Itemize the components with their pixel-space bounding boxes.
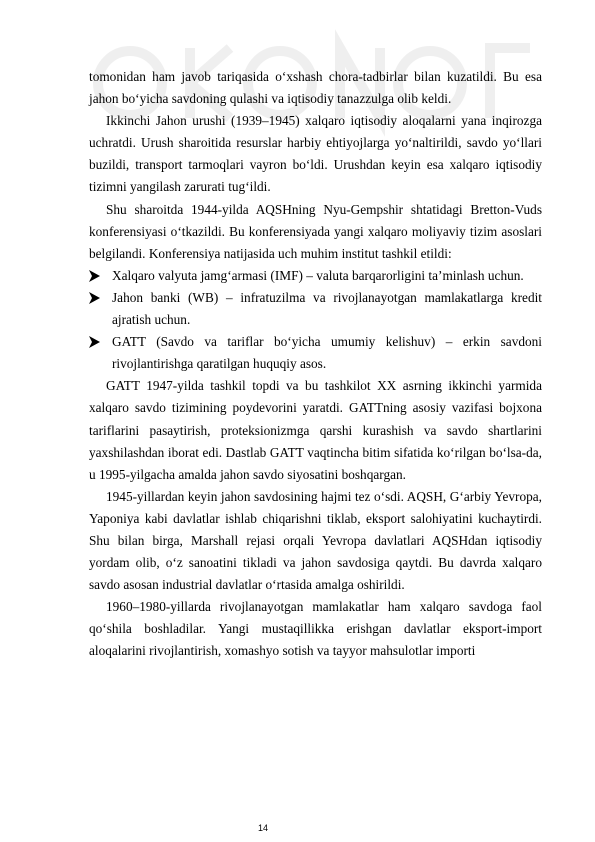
- arrowhead-bullet-icon: [89, 292, 100, 304]
- paragraph-4: GATT 1947-yilda tashkil topdi va bu tashkilot XX asrning ikkinchi yarmida xalqaro savdo tizimining poydevorini yaratdi. GATTning asosiy vazifasi bojxona tariflarini pasaytirish, proteksionizmga qarshi kurashish va savdo shartlarini yaxshilashdan iborat edi. Dastlab GATT vaqtincha bitim sifatida ko‘rilgan bo‘lsa-da, u 1995-yilgacha amalda jahon savdo siyosatini boshqargan.: [89, 378, 542, 482]
- paragraph-2: Ikkinchi Jahon urushi (1939–1945) xalqaro iqtisodiy aloqalarni yana inqirozga uchratdi. Urush sharoitida resurslar harbiy ehtiyojlarga yo‘naltirildi, savdo yo‘llari buzildi, transport tarmoqlari vayron bo‘ldi. Urushdan keyin esa xalqaro iqtisodiy tizimni yangilash zarurati tug‘ildi.: [89, 113, 542, 195]
- paragraph-3: Shu sharoitda 1944-yilda AQSHning Nyu-Gempshir shtatidagi Bretton-Vuds konferensiyasi o‘tkazildi. Bu konferensiyada yangi xalqaro moliyaviy tizim asoslari belgilandi. Konferensiya natijasida uch muhim institut tashkil etildi:: [89, 201, 542, 261]
- arrowhead-bullet-icon: [89, 270, 100, 282]
- page-number: 14: [258, 823, 269, 833]
- list-item: [89, 265, 542, 287]
- paragraph-5: 1945-yillardan keyin jahon savdosining hajmi tez o‘sdi. AQSH, G‘arbiy Yevropa, Yaponiya kabi davlatlar ishlab chiqarishni tiklab, eksport salohiyatini kuchaytirdi. Shu bilan birga, Marshall rejasi orqali Yevropa davlatlari AQSHdan iqtisodiy yordam olib, o‘z sanoatini tikladi va jahon savdosiga qaytdi. Bu davrda xalqaro savdo asosan industrial davlatlar o‘rtasida amalga oshirildi.: [89, 488, 542, 593]
- list-item-text: Jahon banki (WB) – infratuzilma va rivojlanayotgan mamlakatlarga kredit ajratish uchun.: [112, 289, 542, 328]
- institutions-list: [89, 265, 542, 375]
- paragraph-1: tomonidan ham javob tariqasida o‘xshash chora-tadbirlar bilan kuzatildi. Bu esa jahon bo‘yicha savdoning qulashi va iqtisodiy tanazzulga olib keldi.: [89, 69, 542, 107]
- list-item: [89, 287, 542, 331]
- list-item: [89, 331, 542, 375]
- paragraph-6: 1960–1980-yillarda rivojlanayotgan mamlakatlar ham xalqaro savdoga faol qo‘shila boshladilar. Yangi mustaqillikka erishgan davlatlar eksport-import aloqalarini rivojlantirish, xomashyo sotish va tayyor mahsulotlar importi: [89, 599, 542, 659]
- list-item-text: GATT (Savdo va tariflar bo‘yicha umumiy kelishuv) – erkin savdoni rivojlantirishga qaratilgan huquqiy asos.: [112, 334, 542, 372]
- arrowhead-bullet-icon: [89, 336, 100, 348]
- list-item-text: Xalqaro valyuta jamg‘armasi (IMF) – valuta barqarorligini ta’minlash uchun.: [112, 267, 524, 283]
- document-body: [89, 66, 542, 663]
